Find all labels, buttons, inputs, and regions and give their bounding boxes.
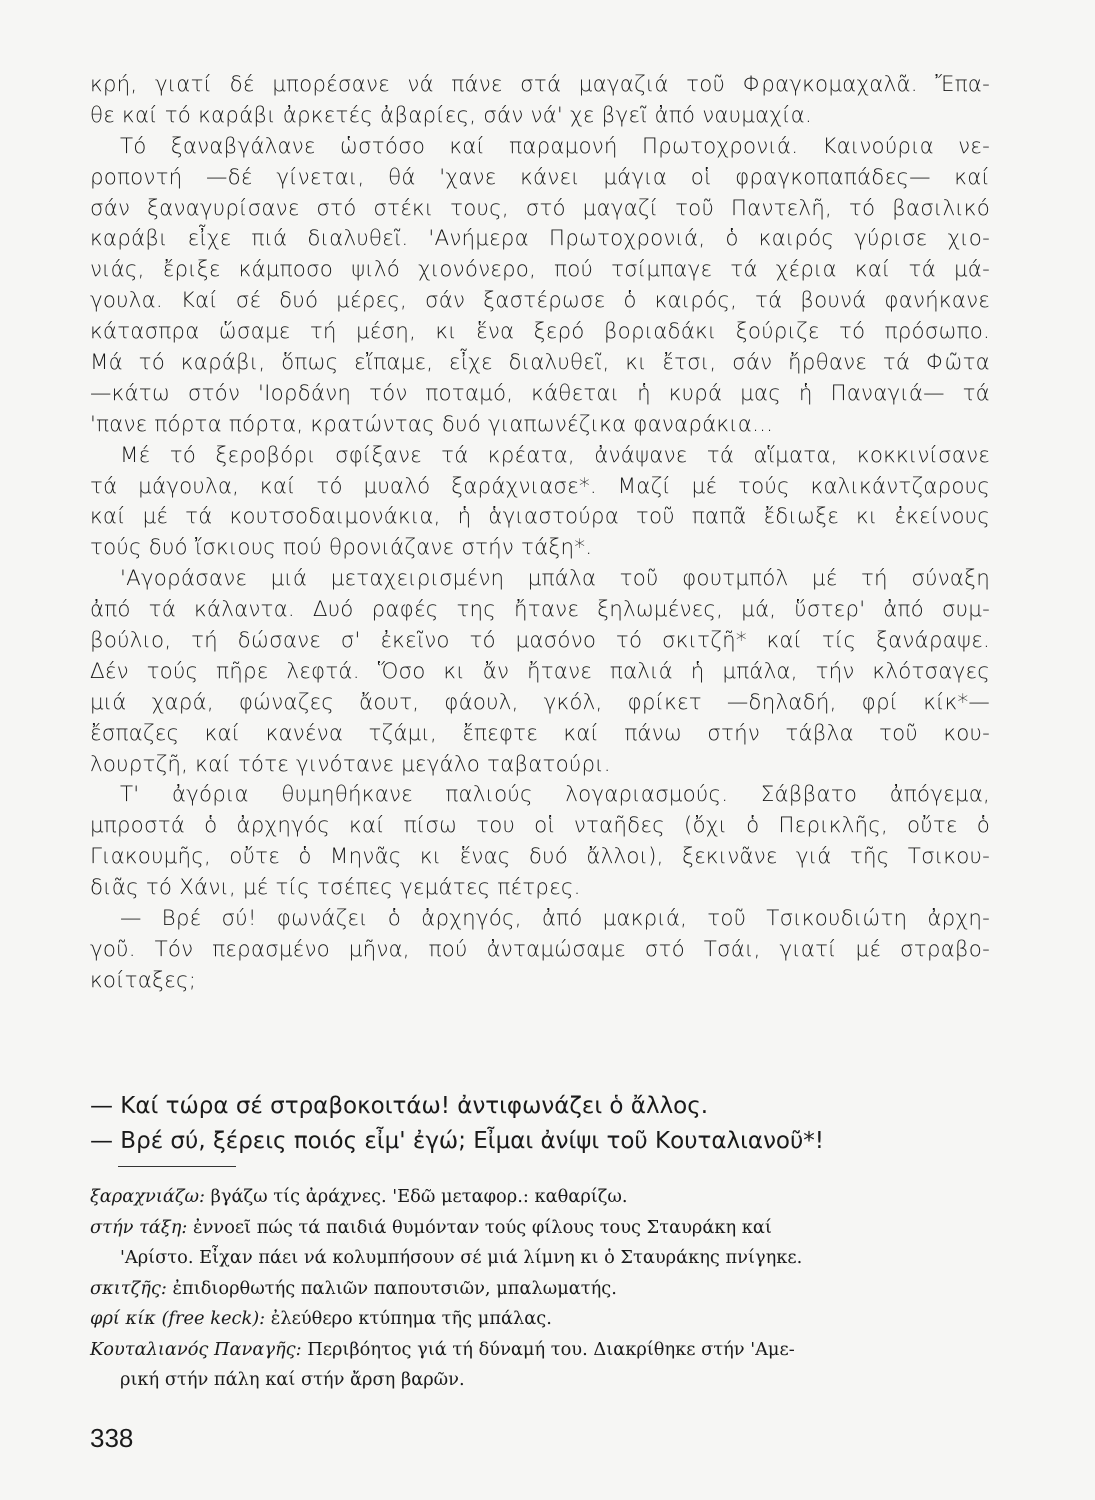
text-line: νιάς, ἔριξε κάμποσο ψιλό χιονόνερο, πού τσίμπαγε τά χέρια καί τά μά- [90,257,990,283]
dialog-line: — Καί τώρα σέ στραβοκοιτάω! ἀντιφωνάζει ὁ ἄλλος. [90,1093,709,1119]
text-line: Τ' ἀγόρια θυμηθήκανε παλιούς λογαριασμούς. Σάββατο ἀπόγεμα, [120,782,990,808]
text-line: ροποντή —δέ γίνεται, θά 'χανε κάνει μάγια οἱ φραγκοπαπάδες— καί [90,164,990,190]
text-line: 'πανε πόρτα πόρτα, κρατώντας δυό γιαπωνέζικα φαναράκια... [90,411,774,437]
footnote [90,1274,995,1305]
text-line: ἀπό τά κάλαντα. Δυό ραφές της ἤτανε ξηλωμένες, μά, ὕστερ' ἀπό συμ- [90,597,990,623]
text-line: λουρτζῆ, καί τότε γινότανε μεγάλο ταβατούρι. [90,751,611,777]
text-line: —κάτω στόν 'Ιορδάνη τόν ποταμό, κάθεται ἡ κυρά μας ἡ Παναγιά— τά [90,380,990,406]
footnote-text: ἐπιδιορθωτής παλιῶν παπουτσιῶν, μπαλωματής. [166,1277,617,1299]
footnote [90,1243,995,1274]
footnote-divider [118,1166,236,1167]
text-line: κρή, γιατί δέ μπορέσανε νά πάνε στά μαγαζιά τοῦ Φραγκομαχαλᾶ. Ἔπα- [90,72,990,97]
text-line: διᾶς τό Χάνι, μέ τίς τσέπες γεμάτες πέτρες. [90,875,581,901]
text-line: ἔσπαζες καί κανένα τζάμι, ἔπεφτε καί πάνω στήν τάβλα τοῦ κου- [90,720,990,746]
text-line: Μέ τό ξεροβόρι σφίξανε τά κρέατα, ἀνάψανε τά αἵματα, κοκκινίσανε [120,442,990,468]
footnote-text: Περιβόητος γιά τή δύναμή του. Διακρίθηκε στήν 'Αμε- [301,1338,795,1360]
footnote-text: βγάζω τίς ἀράχνες. 'Εδῶ μεταφορ.: καθαρίζω. [204,1186,628,1207]
text-line: βούλιο, τή δώσανε σ' ἐκεῖνο τό μασόνο τό σκιτζῆ* καί τίς ξανάραψε. [90,628,990,654]
dialog-line: — Βρέ σύ, ξέρεις ποιός εἶμ' ἐγώ; Εἶμαι ἀνίψι τοῦ Κουταλιανοῦ*! [90,1128,825,1154]
text-line: γοῦ. Τόν περασμένο μῆνα, πού ἀνταμώσαμε στό Τσάι, γιατί μέ στραβο- [90,936,990,962]
text-line: 'Αγοράσανε μιά μεταχειρισμένη μπάλα τοῦ φουτμπόλ μέ τή σύναξη [120,566,990,592]
text-line: τά μάγουλα, καί τό μυαλό ξαράχνιασε*. Μαζί μέ τούς καλικάντζαρους [90,473,990,499]
footnote-term: φρί κίκ (free keck): [90,1308,266,1329]
footnote-term: ξαραχνιάζω: [90,1186,205,1207]
main-text [90,70,990,997]
footnote [90,1335,995,1366]
text-line: Δέν τούς πῆρε λεφτά. Ὅσο κι ἄν ἤτανε παλιά ἡ μπάλα, τήν κλότσαγες [90,658,990,684]
footnote-term: σκιτζῆς: [90,1277,167,1299]
text-line: — Βρέ σύ! φωνάζει ὁ ἀρχηγός, ἀπό μακριά, τοῦ Τσικουδιώτη ἀρχη- [120,906,990,932]
footnote-text: ἐννοεῖ πώς τά παιδιά θυμόνταν τούς φίλους τους Σταυράκη καί [187,1216,772,1238]
text-line: γουλα. Καί σέ δυό μέρες, σάν ξαστέρωσε ὁ καιρός, τά βουνά φανήκανε [90,288,990,314]
text-line: καράβι εἶχε πιά διαλυθεῖ. 'Ανήμερα Πρωτοχρονιά, ὁ καιρός γύρισε χιο- [90,226,990,252]
footnote-text: ρική στήν πάλη καί στήν ἄρση βαρῶν. [120,1369,465,1390]
text-line: Γιακουμῆς, οὔτε ὁ Μηνᾶς κι ἕνας δυό ἄλλοι), ξεκινᾶνε γιά τῆς Τσικου- [90,844,990,870]
footnote-term: Κουταλιανός Παναγῆς: [90,1338,302,1360]
text-line: θε καί τό καράβι ἀρκετές ἀβαρίες, σάν νά' χε βγεῖ ἀπό ναυμαχία. [90,102,812,128]
text-line: κάτασπρα ὥσαμε τή μέση, κι ἕνα ξερό βοριαδάκι ξούριζε τό πρόσωπο. [90,319,990,345]
footnotes [90,1182,995,1396]
footnote [90,1304,995,1335]
text-line: Μά τό καράβι, ὅπως εἴπαμε, εἶχε διαλυθεῖ, κι ἔτσι, σάν ἤρθανε τά Φῶτα [90,350,990,376]
footnote [90,1365,995,1396]
text-line: μπροστά ὁ ἀρχηγός καί πίσω του οἱ νταῆδες (ὄχι ὁ Περικλῆς, οὔτε ὁ [90,813,990,839]
footnote [90,1213,995,1244]
footnote-text: ἐλεύθερο κτύπημα τῆς μπάλας. [265,1308,552,1329]
text-line: καί μέ τά κουτσοδαιμονάκια, ἡ ἁγιαστούρα τοῦ παπᾶ ἔδιωξε κι ἐκείνους [90,504,990,530]
text-line: μιά χαρά, φώναζες ἄουτ, φάουλ, γκόλ, φρίκετ —δηλαδή, φρί κίκ*— [90,689,990,715]
page-number: 338 [90,1423,134,1453]
footnote [90,1182,995,1213]
text-line: κοίταξες; [90,967,197,993]
text-line: τούς δυό ἴσκιους πού θρονιάζανε στήν τάξη*. [90,535,593,561]
footnote-term: στήν τάξη: [90,1216,188,1238]
footnote-text: 'Αρίστο. Εἶχαν πάει νά κολυμπήσουν σέ μιά λίμνη κι ὁ Σταυράκης πνίγηκε. [120,1247,803,1268]
text-line: Τό ξαναβγάλανε ὡστόσο καί παραμονή Πρωτοχρονιά. Καινούρια νε- [120,133,990,159]
text-line: σάν ξαναγυρίσανε στό στέκι τους, στό μαγαζί τοῦ Παντελῆ, τό βασιλικό [90,195,990,221]
